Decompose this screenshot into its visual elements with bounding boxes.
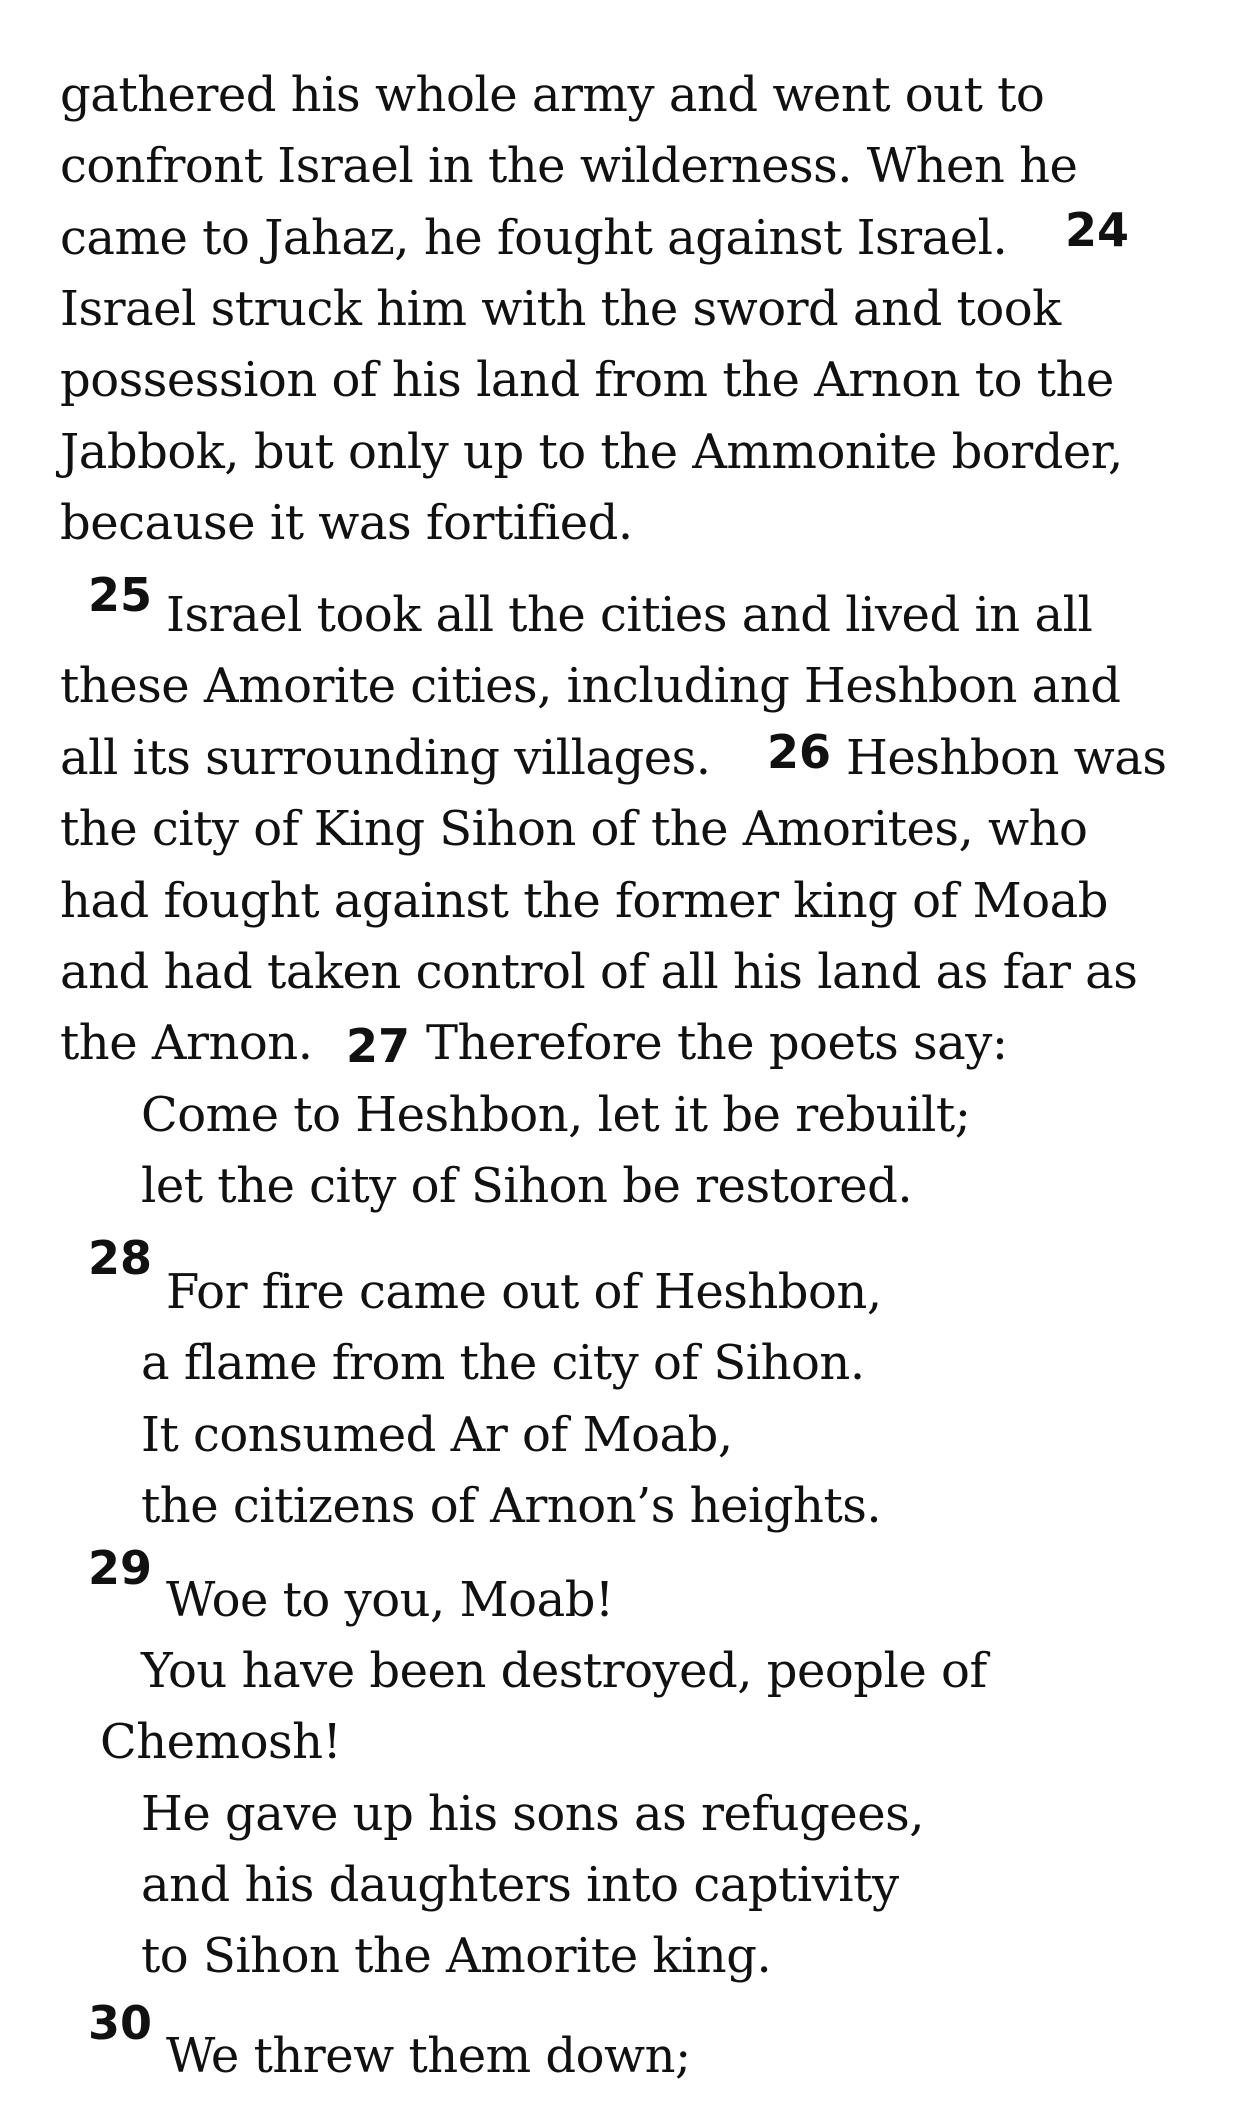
poem-line: We threw them down; <box>166 2028 691 2084</box>
text-line: all its surrounding villages. <box>60 730 711 786</box>
verse-number-24: 24 <box>1065 203 1130 257</box>
text-line: came to Jahaz, he fought against Israel. <box>60 210 1008 266</box>
text-line: Israel struck him with the sword and took <box>60 281 1061 337</box>
text-line: Heshbon was <box>846 730 1167 786</box>
poem-line: It consumed Ar of Moab, <box>141 1407 733 1463</box>
poem-line: Chemosh! <box>100 1714 342 1770</box>
text-line: possession of his land from the Arnon to the <box>60 352 1114 408</box>
verse-number-27: 27 <box>346 1019 411 1073</box>
text-line: and had taken control of all his land as far as <box>60 944 1138 1000</box>
poem-line: a flame from the city of Sihon. <box>141 1335 865 1391</box>
poem-line: and his daughters into captivity <box>141 1857 899 1913</box>
text-line: had fought against the former king of Moab <box>60 873 1108 929</box>
text-line: Jabbok, but only up to the Ammonite border, <box>60 424 1123 480</box>
poem-line: You have been destroyed, people of <box>141 1643 987 1699</box>
poem-line: let the city of Sihon be restored. <box>141 1158 913 1214</box>
verse-number-30: 30 <box>88 1996 153 2050</box>
poem-line: He gave up his sons as refugees, <box>141 1786 925 1842</box>
text-line: the city of King Sihon of the Amorites, who <box>60 801 1088 857</box>
text-line: confront Israel in the wilderness. When he <box>60 138 1078 194</box>
text-line: gathered his whole army and went out to <box>60 67 1045 123</box>
text-line: because it was fortified. <box>60 495 633 551</box>
poem-line: For fire came out of Heshbon, <box>166 1264 882 1320</box>
text-line: Israel took all the cities and lived in all <box>166 587 1093 643</box>
verse-number-26: 26 <box>767 725 832 779</box>
poem-line: the citizens of Arnon’s heights. <box>141 1478 882 1534</box>
poem-line: to Sihon the Amorite king. <box>141 1928 772 1984</box>
poem-line: Come to Heshbon, let it be rebuilt; <box>141 1087 971 1143</box>
text-line: Therefore the poets say: <box>426 1015 1008 1071</box>
verse-number-29: 29 <box>88 1541 153 1595</box>
text-line: these Amorite cities, including Heshbon and <box>60 658 1121 714</box>
verse-number-28: 28 <box>88 1231 153 1285</box>
text-line: the Arnon. <box>60 1015 313 1071</box>
poem-line: Woe to you, Moab! <box>166 1572 614 1628</box>
verse-number-25: 25 <box>88 568 153 622</box>
